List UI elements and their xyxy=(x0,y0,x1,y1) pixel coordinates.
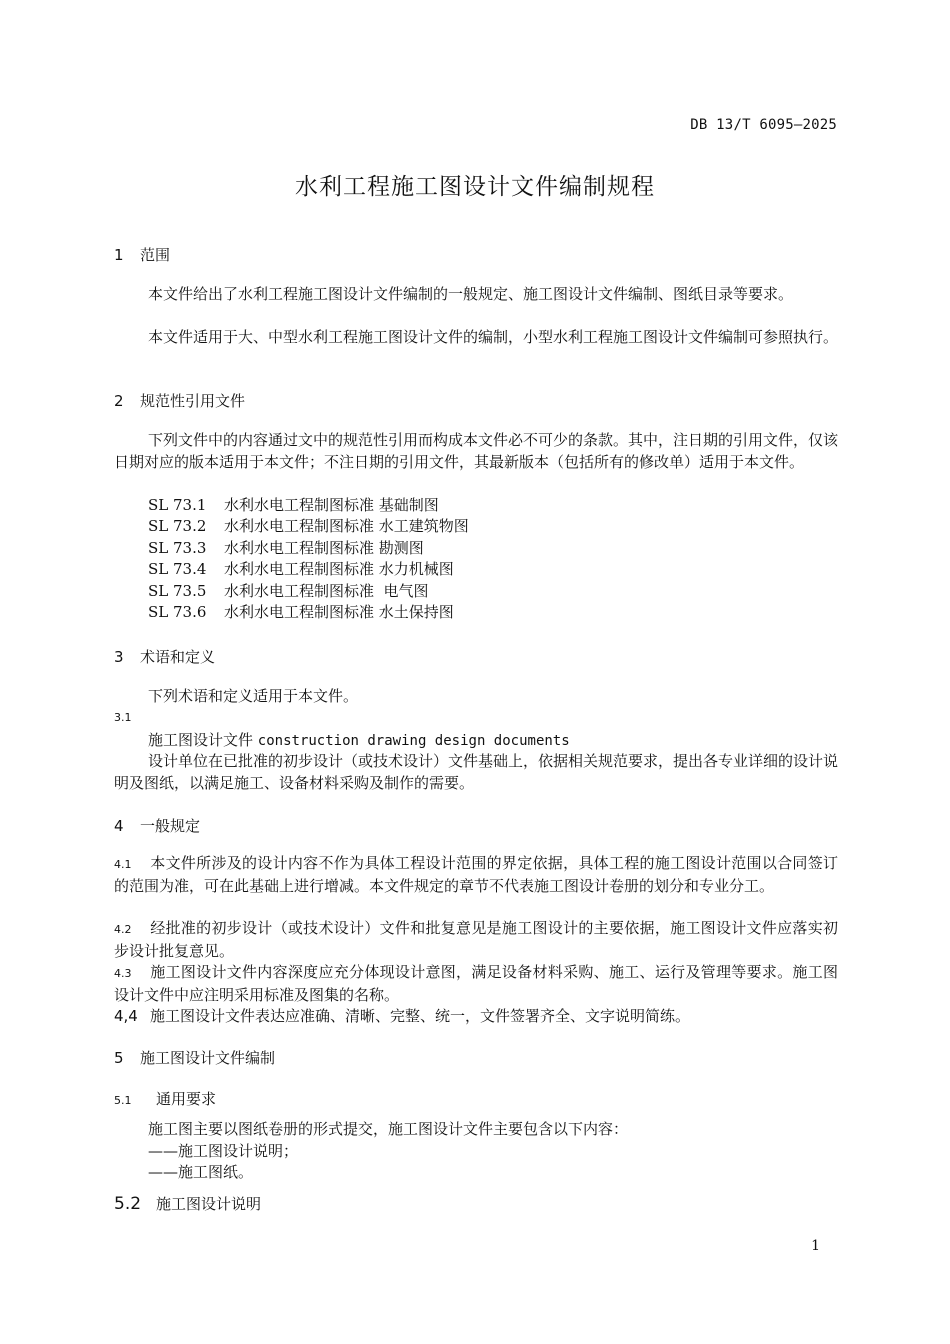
term-definition: 设计单位在已批准的初步设计（或技术设计）文件基础上，依据相关规范要求，提出各专业详细的设计说明及图纸，以满足施工、设备材料采购及制作的需要。 xyxy=(114,752,839,792)
clause-number: 4.3 xyxy=(114,967,132,980)
reference-item xyxy=(148,602,454,624)
s1-paragraph-2: 本文件适用于大、中型水利工程施工图设计文件的编制，小型水利工程施工图设计文件编制可参照执行。 xyxy=(148,328,839,346)
subsection-title: 通用要求 xyxy=(156,1090,217,1108)
clause-4-1 xyxy=(114,853,838,897)
section-2-heading xyxy=(114,390,245,411)
subsection-5-1-heading xyxy=(114,1088,216,1109)
document-title: 水利工程施工图设计文件编制规程 xyxy=(295,174,655,200)
reference-name: 水利水电工程制图标准 水土保持图 xyxy=(224,603,454,621)
section-3-heading xyxy=(114,646,215,667)
clause-number: 4.2 xyxy=(114,923,132,936)
s3-paragraph-1: 下列术语和定义适用于本文件。 xyxy=(148,687,359,705)
section-number: 3 xyxy=(114,648,124,666)
section-title: 范围 xyxy=(140,246,171,264)
reference-code: SL 73.4 xyxy=(148,560,207,578)
clause-number: 4.1 xyxy=(114,858,132,871)
subsection-title: 施工图设计说明 xyxy=(156,1195,262,1213)
clause-text: 施工图设计文件表达应准确、清晰、完整、统一，文件签署齐全、文字说明简练。 xyxy=(150,1007,691,1025)
clause-text: 施工图设计文件内容深度应充分体现设计意图，满足设备材料采购、施工、运行及管理等要求。施工图设计文件中应注明采用标准及图集的名称。 xyxy=(114,963,838,1004)
clause-4-4 xyxy=(114,1006,838,1028)
term-chinese: 施工图设计文件 xyxy=(148,731,254,749)
reference-name: 水利水电工程制图标准 水工建筑物图 xyxy=(224,517,469,535)
page-number: 1 xyxy=(811,1238,820,1254)
term-english: construction drawing design documents xyxy=(257,733,570,749)
reference-name: 水利水电工程制图标准 水力机械图 xyxy=(224,560,454,578)
reference-item xyxy=(148,559,454,581)
clause-text: 本文件所涉及的设计内容不作为具体工程设计范围的界定依据，具体工程的施工图设计范围以合同签订的范围为准，可在此基础上进行增减。本文件规定的章节不代表施工图设计卷册的划分和专业分工。 xyxy=(114,854,838,895)
reference-code: SL 73.6 xyxy=(148,603,207,621)
clause-number: 4,4 xyxy=(114,1007,138,1025)
section-1-heading xyxy=(114,244,170,265)
section-number: 2 xyxy=(114,392,124,410)
section-title: 施工图设计文件编制 xyxy=(140,1049,276,1067)
term-entry xyxy=(148,729,570,750)
term-number: 3.1 xyxy=(114,711,132,724)
s1-paragraph-1: 本文件给出了水利工程施工图设计文件编制的一般规定、施工图设计文件编制、图纸目录等要求。 xyxy=(148,285,794,303)
s5-1-paragraph: 施工图主要以图纸卷册的形式提交，施工图设计文件主要包含以下内容： xyxy=(148,1120,629,1138)
standard-code: DB 13/T 6095—2025 xyxy=(690,117,837,133)
list-item: ——施工图纸。 xyxy=(148,1163,254,1181)
list-item: ——施工图设计说明； xyxy=(148,1142,299,1160)
reference-name: 水利水电工程制图标准 基础制图 xyxy=(224,496,439,514)
section-number: 5 xyxy=(114,1049,124,1067)
reference-item xyxy=(148,495,439,517)
subsection-number: 5.2 xyxy=(114,1194,142,1214)
reference-code: SL 73.2 xyxy=(148,517,207,535)
reference-item xyxy=(148,538,424,560)
reference-item xyxy=(148,581,429,603)
section-4-heading xyxy=(114,815,200,836)
clause-text: 经批准的初步设计（或技术设计）文件和批复意见是施工图设计的主要依据，施工图设计文件应落实初步设计批复意见。 xyxy=(114,919,838,960)
reference-code: SL 73.1 xyxy=(148,496,207,514)
section-number: 1 xyxy=(114,246,124,264)
clause-4-2 xyxy=(114,918,838,962)
s2-paragraph-1: 下列文件中的内容通过文中的规范性引用而构成本文件必不可少的条款。其中，注日期的引用文件，仅该日期对应的版本适用于本文件；不注日期的引用文件，其最新版本（包括所有的修改单）适用于本文件。 xyxy=(114,431,839,471)
clause-4-3 xyxy=(114,962,838,1006)
reference-code: SL 73.5 xyxy=(148,582,207,600)
subsection-5-2-heading xyxy=(114,1193,261,1214)
reference-name: 水利水电工程制图标准 电气图 xyxy=(224,582,429,600)
reference-item xyxy=(148,516,469,538)
subsection-number: 5.1 xyxy=(114,1094,132,1107)
reference-code: SL 73.3 xyxy=(148,539,207,557)
section-title: 一般规定 xyxy=(140,817,201,835)
section-title: 规范性引用文件 xyxy=(140,392,246,410)
section-title: 术语和定义 xyxy=(140,648,216,666)
reference-name: 水利水电工程制图标准 勘测图 xyxy=(224,539,424,557)
section-number: 4 xyxy=(114,817,124,835)
section-5-heading xyxy=(114,1047,275,1068)
